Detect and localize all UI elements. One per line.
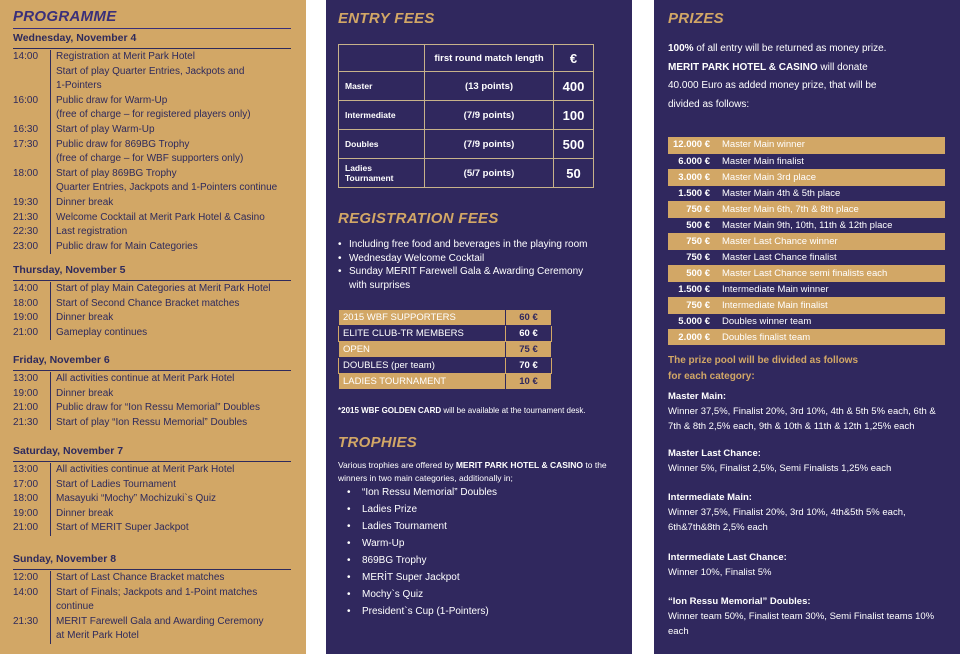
- registration-row: [339, 326, 552, 342]
- schedule-item: [13, 297, 294, 312]
- entry-fee-category: Doubles: [339, 130, 425, 159]
- schedule-event-line: Start of Finals; Jackpots and 1-Point matches: [56, 586, 258, 598]
- registration-amount: 70 €: [506, 358, 552, 374]
- entry-fees-header-empty: [339, 45, 425, 72]
- schedule-item: [13, 167, 294, 196]
- schedule-time: 16:30: [13, 124, 39, 135]
- trophy-item: • Mochy`s Quiz: [347, 589, 497, 606]
- prize-amount: 12.000 €: [668, 137, 714, 153]
- schedule-event-line: Public draw for Warm-Up: [56, 94, 168, 106]
- schedule-time: 12:00: [13, 572, 39, 583]
- prize-description: Master Main 9th, 10th, 11th & 12th place: [714, 217, 945, 233]
- schedule-event: [50, 492, 294, 507]
- entry-fees-header-length: first round match length: [425, 45, 554, 72]
- schedule-time: 16:00: [13, 94, 39, 106]
- prize-description: Intermediate Main winner: [714, 281, 945, 297]
- prize-category-heading: Intermediate Last Chance:: [668, 552, 787, 563]
- prize-category-text: Winner team 50%, Finalist team 30%, Semi Finalist teams 10% each: [668, 611, 935, 637]
- entry-fees-row: [339, 159, 594, 188]
- schedule-time: 14:00: [13, 51, 39, 62]
- schedule-event-line: 1-Pointers: [56, 80, 102, 91]
- trophy-item: • Warm-Up: [347, 538, 497, 555]
- prizes-intro-line-4: divided as follows:: [668, 98, 750, 110]
- prize-row: [668, 217, 945, 233]
- schedule-event-line: Dinner break: [56, 387, 114, 399]
- schedule-item: [13, 586, 294, 615]
- schedule-event-line: Masayuki “Mochy” Mochizuki`s Quiz: [56, 493, 217, 505]
- schedule-time: 13:00: [13, 464, 39, 475]
- schedule-event: [50, 311, 294, 326]
- schedule-event: [50, 50, 294, 94]
- schedule-event: [50, 507, 294, 522]
- schedule-item: [13, 372, 294, 387]
- prize-amount: 2.000 €: [668, 329, 714, 345]
- schedule-time: 18:00: [13, 297, 39, 309]
- entry-fee-amount: 100: [554, 101, 594, 130]
- schedule-item: [13, 94, 294, 123]
- registration-benefit: • Wednesday Welcome Cocktail: [338, 252, 588, 266]
- schedule-time: 14:00: [13, 283, 39, 294]
- prize-amount: 750 €: [668, 201, 714, 217]
- day-heading: Friday, November 6: [13, 354, 110, 366]
- schedule-event: [50, 167, 294, 196]
- entry-fees-header-row: [339, 45, 594, 72]
- prize-description: Intermediate Main finalist: [714, 297, 945, 313]
- day-divider: [13, 569, 291, 570]
- registration-label: 2015 WBF SUPPORTERS: [339, 310, 506, 326]
- prize-amount: 5.000 €: [668, 313, 714, 329]
- registration-amount: 60 €: [506, 326, 552, 342]
- trophies-intro: [338, 459, 622, 485]
- prize-pool-heading: [668, 353, 858, 385]
- entry-fee-amount: 50: [554, 159, 594, 188]
- registration-benefits-list: [338, 238, 588, 292]
- schedule-event-line: Last registration: [56, 226, 128, 238]
- prize-category-text: Winner 5%, Finalist 2,5%, Semi Finalists 1,25% each: [668, 463, 892, 474]
- entry-fee-points: (7/9 points): [425, 130, 554, 159]
- prize-description: Doubles winner team: [714, 313, 945, 329]
- prize-category-text: Winner 10%, Finalist 5%: [668, 567, 772, 578]
- entry-fee-category: Ladies Tournament: [339, 159, 425, 188]
- schedule-item: [13, 211, 294, 226]
- prizes-intro: [668, 40, 950, 114]
- schedule-event-line: Start of play Quarter Entries, Jackpots and: [56, 65, 245, 77]
- prizes-intro-line-1: [668, 40, 950, 59]
- trophy-item: • 869BG Trophy: [347, 555, 497, 572]
- schedule-event-line: Dinner break: [56, 197, 114, 208]
- trophies-intro-a: Various trophies are offered by: [338, 460, 456, 470]
- schedule-event: [50, 196, 294, 211]
- day-divider: [13, 280, 291, 281]
- schedule-event-line: All activities continue at Merit Park Hotel: [56, 464, 235, 475]
- day-heading: Thursday, November 5: [13, 264, 126, 276]
- entry-fees-row: [339, 130, 594, 159]
- schedule-time: 21:30: [13, 615, 39, 627]
- schedule-event: [50, 586, 294, 615]
- schedule-item: [13, 50, 294, 94]
- prize-category-text: Winner 37,5%, Finalist 20%, 3rd 10%, 4th & 5th 5% each, 6th & 7th & 8th 2,5% each, 9th & 10th & 11th & 12th 1,25% each: [668, 406, 936, 432]
- trophy-item: • MERİT Super Jackpot: [347, 572, 497, 589]
- programme-title-underline: [13, 28, 291, 29]
- schedule-event: [50, 123, 294, 138]
- prizes-intro-text-2: will donate: [817, 61, 868, 73]
- prize-category-heading: Intermediate Main:: [668, 492, 752, 503]
- schedule-item: [13, 507, 294, 522]
- schedule-event-line: All activities continue at Merit Park Hotel: [56, 373, 235, 384]
- schedule-item: [13, 571, 294, 586]
- day-heading: Sunday, November 8: [13, 553, 117, 565]
- schedule-event: [50, 94, 294, 123]
- programme-title: PROGRAMME: [13, 8, 117, 25]
- schedule-item: [13, 615, 294, 644]
- prize-row: [668, 233, 945, 249]
- schedule-event-line: Start of Second Chance Bracket matches: [56, 297, 240, 309]
- entry-fee-category: Master: [339, 72, 425, 101]
- prize-category-doubles: [668, 594, 950, 639]
- prize-category-heading: “Ion Ressu Memorial” Doubles:: [668, 596, 811, 607]
- schedule-time: 18:00: [13, 167, 39, 179]
- prize-category-master-last-chance: [668, 446, 950, 476]
- schedule-event-line: Welcome Cocktail at Merit Park Hotel & Casino: [56, 211, 265, 223]
- schedule-time: 17:00: [13, 478, 39, 490]
- programme-panel: [0, 0, 306, 654]
- prize-row: [668, 201, 945, 217]
- schedule-event: [50, 326, 294, 341]
- day-heading: Saturday, November 7: [13, 445, 124, 457]
- schedule-time: 22:30: [13, 226, 39, 238]
- schedule-event-line: (free of charge – for registered players only): [56, 109, 251, 121]
- day-divider: [13, 48, 291, 49]
- prize-row: [668, 265, 945, 281]
- trophy-list: [347, 487, 497, 623]
- prize-description: Doubles finalist team: [714, 329, 945, 345]
- schedule-event-line: Registration at Merit Park Hotel: [56, 51, 195, 62]
- schedule-event: [50, 297, 294, 312]
- schedule-event-line: Dinner break: [56, 507, 114, 519]
- schedule-event-line: Start of play Main Categories at Merit Park Hotel: [56, 283, 271, 294]
- prize-row: [668, 153, 945, 169]
- day-heading: Wednesday, November 4: [13, 32, 137, 44]
- schedule-time: 21:00: [13, 402, 39, 414]
- prize-amount: 750 €: [668, 233, 714, 249]
- day-divider: [13, 461, 291, 462]
- day-divider: [13, 370, 291, 371]
- registration-label: OPEN: [339, 342, 506, 358]
- entry-fee-points: (13 points): [425, 72, 554, 101]
- schedule-item: [13, 463, 294, 478]
- prizes-intro-sponsor: MERIT PARK HOTEL & CASINO: [668, 61, 818, 73]
- trophies-intro-c: to the winners in two main categories, additionally in;: [338, 460, 607, 483]
- schedule-time: 17:30: [13, 138, 39, 150]
- prize-amount: 1.500 €: [668, 185, 714, 201]
- registration-row: [339, 342, 552, 358]
- prize-row: [668, 297, 945, 313]
- prize-category-heading: Master Main:: [668, 391, 727, 402]
- schedule-time: 23:00: [13, 240, 39, 252]
- trophy-item: • President`s Cup (1-Pointers): [347, 606, 497, 623]
- schedule-event-line: Start of play Warm-Up: [56, 124, 155, 135]
- prizes-intro-text-1: of all entry will be returned as money prize.: [693, 43, 887, 54]
- prize-description: Master Main winner: [714, 137, 945, 153]
- schedule-event: [50, 463, 294, 478]
- registration-label: LADIES TOURNAMENT: [339, 374, 506, 390]
- schedule-event: [50, 282, 294, 297]
- schedule-event: [50, 478, 294, 493]
- schedule-event: [50, 240, 294, 255]
- entry-fee-amount: 500: [554, 130, 594, 159]
- prize-row: [668, 329, 945, 345]
- entry-fee-category: Intermediate: [339, 101, 425, 130]
- entry-fees-title: ENTRY FEES: [338, 10, 435, 27]
- prize-amount: 500 €: [668, 265, 714, 281]
- schedule-time: 19:30: [13, 197, 39, 208]
- schedule-item: [13, 282, 294, 297]
- schedule-time: 21:00: [13, 522, 39, 534]
- schedule-item: [13, 401, 294, 416]
- entry-fee-amount: 400: [554, 72, 594, 101]
- prize-category-master-main: [668, 389, 950, 434]
- entry-fees-header-currency: €: [554, 45, 594, 72]
- schedule-item: [13, 492, 294, 507]
- schedule-time: 13:00: [13, 373, 39, 384]
- entry-fees-row: [339, 101, 594, 130]
- schedule-event-line: (free of charge – for WBF supporters only): [56, 153, 244, 165]
- prize-row: [668, 169, 945, 185]
- entry-fees-row: [339, 72, 594, 101]
- schedule-time: 19:00: [13, 507, 39, 519]
- golden-card-note-text: will be available at the tournament desk.: [441, 406, 586, 415]
- prize-amount: 500 €: [668, 217, 714, 233]
- schedule-time: 14:00: [13, 586, 39, 598]
- schedule-event-line: at Merit Park Hotel: [56, 630, 139, 642]
- prize-category-intermediate-last-chance: [668, 550, 950, 580]
- prize-amount: 6.000 €: [668, 153, 714, 169]
- registration-row: [339, 358, 552, 374]
- prize-row: [668, 249, 945, 265]
- entry-fees-table: [338, 44, 594, 188]
- golden-card-note-bold: *2015 WBF GOLDEN CARD: [338, 406, 442, 415]
- schedule-event: [50, 615, 294, 644]
- schedule-event-line: continue: [56, 601, 94, 613]
- schedule-event-line: Dinner break: [56, 312, 114, 324]
- trophy-item: • “Ion Ressu Memorial” Doubles: [347, 487, 497, 504]
- prize-row: [668, 281, 945, 297]
- schedule-event: [50, 138, 294, 167]
- schedule-event: [50, 401, 294, 416]
- schedule-event-line: Start of MERIT Super Jackpot: [56, 522, 189, 534]
- prize-amount: 750 €: [668, 297, 714, 313]
- schedule-item: [13, 225, 294, 240]
- prize-description: Master Main 4th & 5th place: [714, 185, 945, 201]
- prize-table: [668, 137, 945, 345]
- schedule-event: [50, 521, 294, 536]
- registration-amount: 60 €: [506, 310, 552, 326]
- schedule-event-line: Start of Ladies Tournament: [56, 478, 176, 490]
- schedule-item: [13, 478, 294, 493]
- schedule-event: [50, 372, 294, 387]
- schedule-time: 19:00: [13, 387, 39, 399]
- registration-fees-title: REGISTRATION FEES: [338, 210, 499, 227]
- schedule-item: [13, 240, 294, 255]
- prize-description: Master Last Chance winner: [714, 233, 945, 249]
- schedule-event-line: Public draw for 869BG Trophy: [56, 138, 190, 150]
- registration-row: [339, 374, 552, 390]
- entry-fee-points: (7/9 points): [425, 101, 554, 130]
- schedule-event-line: Gameplay continues: [56, 326, 148, 338]
- prize-description: Master Last Chance finalist: [714, 249, 945, 265]
- schedule-item: [13, 196, 294, 211]
- prize-pool-heading-1: The prize pool will be divided as follows: [668, 355, 859, 366]
- schedule-time: 19:00: [13, 312, 39, 324]
- prizes-intro-line-3: 40.000 Euro as added money prize, that will be: [668, 80, 877, 91]
- schedule-event-line: MERIT Farewell Gala and Awarding Ceremony: [56, 615, 264, 627]
- trophies-intro-sponsor: MERIT PARK HOTEL & CASINO: [455, 460, 584, 470]
- prize-row: [668, 313, 945, 329]
- prize-row: [668, 185, 945, 201]
- prize-description: Master Main finalist: [714, 153, 945, 169]
- schedule-time: 18:00: [13, 493, 39, 505]
- prizes-intro-line-2: [668, 59, 950, 78]
- registration-row: [339, 310, 552, 326]
- schedule-item: [13, 138, 294, 167]
- schedule-event: [50, 225, 294, 240]
- schedule-event-line: Public draw for “Ion Ressu Memorial” Doubles: [56, 402, 260, 414]
- registration-benefit: • Sunday MERIT Farewell Gala & Awarding Ceremony: [338, 265, 588, 279]
- registration-fees-table: [338, 309, 552, 390]
- schedule-event-line: Public draw for Main Categories: [56, 240, 198, 252]
- registration-amount: 75 €: [506, 342, 552, 358]
- prize-category-intermediate-main: [668, 490, 950, 535]
- schedule-time: 21:30: [13, 416, 39, 428]
- schedule-event: [50, 211, 294, 226]
- prize-amount: 3.000 €: [668, 169, 714, 185]
- registration-label: ELITE CLUB-TR MEMBERS: [339, 326, 506, 342]
- registration-amount: 10 €: [506, 374, 552, 390]
- registration-benefit-continued: with surprises: [349, 279, 411, 291]
- registration-label: DOUBLES (per team): [339, 358, 506, 374]
- schedule-event: [50, 571, 294, 586]
- prize-category-heading: Master Last Chance:: [668, 448, 761, 459]
- prizes-intro-percent: 100%: [668, 43, 694, 54]
- prize-category-text: Winner 37,5%, Finalist 20%, 3rd 10%, 4th&5th 5% each, 6th&7th&8th 2,5% each: [668, 507, 906, 533]
- prize-description: Master Main 3rd place: [714, 169, 945, 185]
- prize-description: Master Last Chance semi finalists each: [714, 265, 945, 281]
- schedule-event-line: Quarter Entries, Jackpots and 1-Pointers continue: [56, 182, 278, 194]
- prize-row: [668, 137, 945, 153]
- trophies-title: TROPHIES: [338, 434, 418, 451]
- schedule-time: 21:00: [13, 326, 39, 338]
- schedule-item: [13, 416, 294, 431]
- schedule-item: [13, 326, 294, 341]
- schedule-event: [50, 416, 294, 431]
- schedule-event-line: Start of play “Ion Ressu Memorial” Doubles: [56, 416, 248, 428]
- prize-pool-heading-2: for each category:: [668, 371, 755, 382]
- prize-amount: 1.500 €: [668, 281, 714, 297]
- fees-panel: [326, 0, 632, 654]
- prizes-title: PRIZES: [668, 10, 724, 27]
- schedule-time: 21:30: [13, 211, 39, 223]
- prize-amount: 750 €: [668, 249, 714, 265]
- prizes-panel: [654, 0, 960, 654]
- schedule-event: [50, 387, 294, 402]
- schedule-item: [13, 123, 294, 138]
- trophy-item: • Ladies Tournament: [347, 521, 497, 538]
- schedule-item: [13, 521, 294, 536]
- schedule-event-line: Start of play 869BG Trophy: [56, 167, 177, 179]
- golden-card-note: [338, 406, 586, 415]
- entry-fee-points: (5/7 points): [425, 159, 554, 188]
- schedule-item: [13, 387, 294, 402]
- schedule-item: [13, 311, 294, 326]
- schedule-event-line: Start of Last Chance Bracket matches: [56, 572, 225, 583]
- registration-benefit: • Including free food and beverages in the playing room: [338, 238, 588, 252]
- trophy-item: • Ladies Prize: [347, 504, 497, 521]
- prize-description: Master Main 6th, 7th & 8th place: [714, 201, 945, 217]
